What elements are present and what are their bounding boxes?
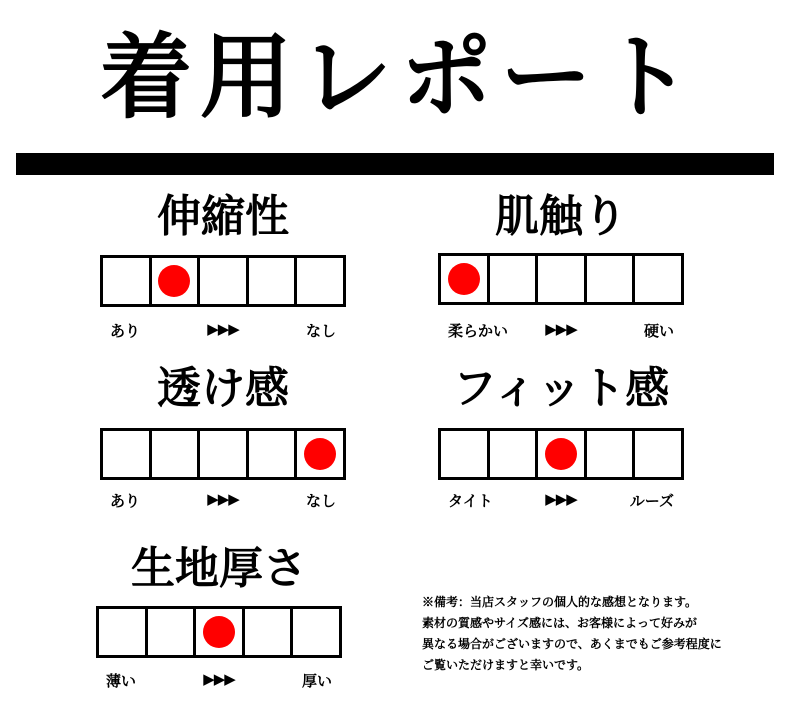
scale-low-label: あり	[110, 492, 141, 510]
rating-cell	[538, 256, 587, 302]
rating-cell	[249, 258, 298, 304]
metric-title-sheerness: 透け感	[157, 363, 289, 414]
scale-low-label: あり	[110, 322, 141, 340]
rating-cell	[538, 431, 587, 477]
rating-cell	[103, 431, 152, 477]
scale-high-label: ルーズ	[629, 492, 674, 510]
note-line: ご覧いただけますと幸いです。	[422, 658, 590, 672]
rating-cell	[200, 258, 249, 304]
scale-arrow: ▶▶▶	[545, 320, 577, 338]
scale-labels-stretch	[100, 320, 346, 340]
disclaimer-note	[422, 592, 792, 676]
scale-arrow: ▶▶▶	[203, 670, 235, 688]
metric-title-stretch: 伸縮性	[157, 191, 289, 242]
rating-cell	[635, 256, 681, 302]
rating-cell	[441, 431, 490, 477]
metric-title-fit: フィット感	[452, 363, 670, 414]
rating-cell	[152, 258, 201, 304]
rating-scale-thickness	[96, 606, 342, 658]
scale-arrow: ▶▶▶	[545, 490, 577, 508]
scale-high-label: 厚い	[301, 672, 332, 690]
scale-high-label: なし	[305, 322, 336, 340]
note-line: ※備考：当店スタッフの個人的な感想となります。	[422, 595, 698, 609]
page-title: 着用レポート	[99, 23, 700, 131]
rating-cell	[249, 431, 298, 477]
metric-title-thickness: 生地厚さ	[131, 543, 307, 594]
rating-cell	[587, 431, 636, 477]
rating-cell	[196, 609, 245, 655]
rating-cell	[152, 431, 201, 477]
title-divider	[16, 153, 774, 175]
scale-labels-thickness	[96, 670, 342, 690]
rating-dot-icon	[304, 438, 336, 470]
note-line: 素材の質感やサイズ感には、お客様によって好みが	[422, 616, 698, 630]
rating-dot-icon	[545, 438, 577, 470]
rating-cell	[441, 256, 490, 302]
rating-cell	[490, 431, 539, 477]
rating-cell	[148, 609, 197, 655]
rating-cell	[293, 609, 339, 655]
rating-cell	[490, 256, 539, 302]
rating-cell	[103, 258, 152, 304]
scale-high-label: 硬い	[643, 322, 674, 340]
rating-cell	[297, 258, 343, 304]
rating-cell	[297, 431, 343, 477]
scale-low-label: 柔らかい	[448, 322, 509, 340]
metric-title-texture: 肌触り	[495, 191, 627, 242]
scale-labels-texture	[438, 320, 684, 340]
scale-arrow: ▶▶▶	[207, 490, 239, 508]
note-line: 異なる場合がございますので、あくまでもご参考程度に	[422, 637, 722, 651]
rating-scale-fit	[438, 428, 684, 480]
scale-low-label: 薄い	[106, 672, 137, 690]
rating-dot-icon	[448, 263, 480, 295]
scale-arrow: ▶▶▶	[207, 320, 239, 338]
scale-labels-sheerness	[100, 490, 346, 510]
rating-cell	[587, 256, 636, 302]
rating-dot-icon	[158, 265, 190, 297]
scale-low-label: タイト	[448, 492, 493, 510]
rating-scale-stretch	[100, 255, 346, 307]
scale-high-label: なし	[305, 492, 336, 510]
rating-scale-sheerness	[100, 428, 346, 480]
rating-cell	[200, 431, 249, 477]
rating-cell	[99, 609, 148, 655]
rating-cell	[245, 609, 294, 655]
rating-cell	[635, 431, 681, 477]
rating-dot-icon	[203, 616, 235, 648]
rating-scale-texture	[438, 253, 684, 305]
scale-labels-fit	[438, 490, 684, 510]
